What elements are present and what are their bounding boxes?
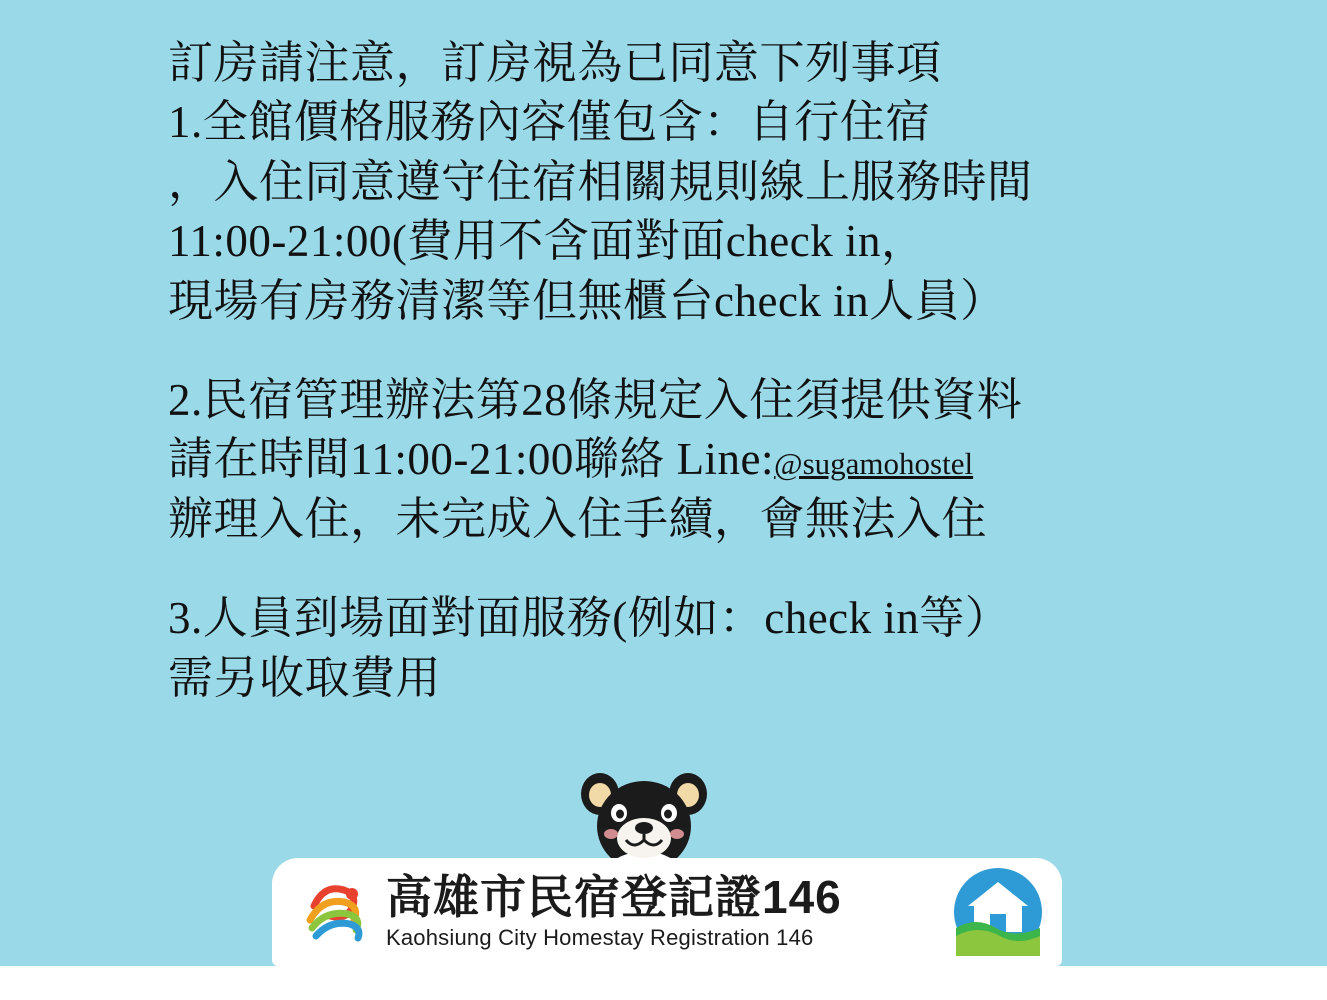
notice-item-3-line-2: 需另收取費用	[168, 652, 442, 703]
registration-subtitle: Kaohsiung City Homestay Registration 146	[386, 925, 814, 951]
notice-item-3	[168, 589, 1168, 708]
notice-item-1-line-2: ，入住同意遵守住宿相關規則線上服務時間	[168, 156, 1033, 207]
notice-item-2-line-2-text: 請在時間11:00-21:00聯絡 Line:	[168, 434, 775, 485]
registration-title: 高雄市民宿登記證146	[386, 870, 842, 923]
notice-item-1-line-1: 1.全館價格服務內容僅包含：自行住宿	[168, 97, 931, 148]
line-id-link[interactable]: @sugamohostel	[774, 446, 974, 482]
registration-banner	[272, 858, 1062, 966]
notice-item-2-line-2	[168, 430, 1168, 489]
registration-banner-inner	[272, 858, 1062, 966]
notice-item-1-line-3: 11:00-21:00(費用不含面對面check in，	[168, 216, 927, 267]
kaohsiung-city-logo	[300, 876, 372, 948]
notice-text-block	[168, 34, 1168, 708]
banner-bottom-fill	[0, 966, 1327, 1000]
notice-item-2	[168, 371, 1168, 549]
notice-item-1-line-4: 現場有房務清潔等但無櫃台check in人員）	[168, 275, 1006, 326]
homestay-house-logo	[952, 866, 1044, 958]
paragraph-spacer-2	[168, 549, 1168, 589]
notice-heading	[168, 34, 1168, 93]
paragraph-spacer-1	[168, 331, 1168, 371]
notice-item-2-line-3: 辦理入住，未完成入住手續，會無法入住	[168, 493, 988, 544]
notice-item-3-line-1: 3.人員到場面對面服務(例如：check in等）	[168, 593, 1011, 644]
registration-banner-text	[386, 870, 952, 951]
notice-heading-line: 訂房請注意，訂房視為已同意下列事項	[168, 38, 942, 88]
notice-item-1	[168, 93, 1168, 331]
notice-item-2-line-1: 2.民宿管理辦法第28條規定入住須提供資料	[168, 374, 1023, 425]
